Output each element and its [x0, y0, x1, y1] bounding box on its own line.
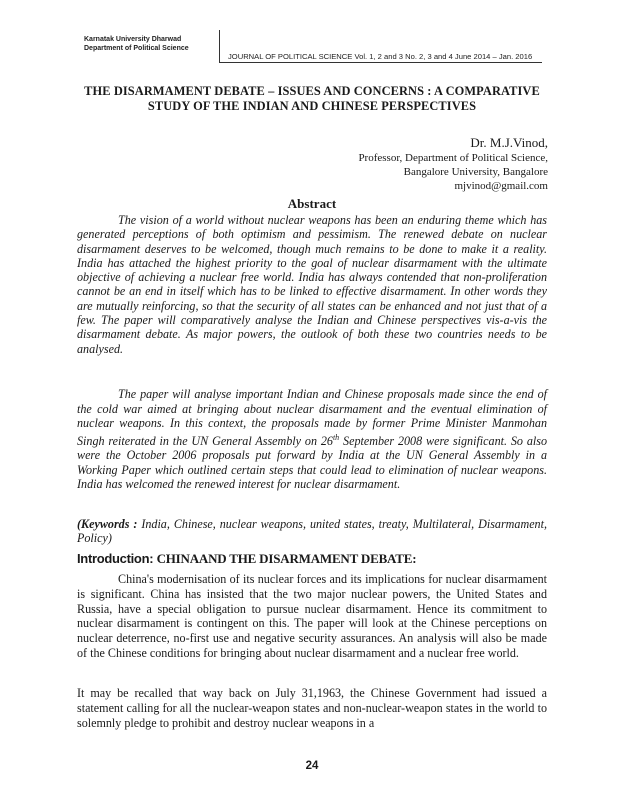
department-name: Department of Political Science — [84, 45, 189, 52]
keywords-label: (Keywords : — [77, 517, 142, 531]
ordinal-superscript: th — [332, 432, 340, 442]
header-divider-horizontal — [219, 62, 542, 63]
author-name: Dr. M.J.Vinod, — [470, 135, 548, 150]
author-affiliation-univ: Bangalore University, Bangalore — [403, 166, 548, 178]
intro-paragraph-1: China's modernisation of its nuclear forces and its implications for nuclear disarmament is significant. China has insisted that the two major nuclear powers, the United States and Russia, have a special obligation to pursue nuclear disarmament. Hence its commitment to nuclear disarmament is contingent on this. The paper will look at the Chinese perceptions on nuclear deterrence, no-first use and negative security assurances. An analysis will also be made of the Chinese conditions for bringing about nuclear disarmament and a nuclear free world. — [77, 572, 547, 660]
journal-citation: JOURNAL OF POLITICAL SCIENCE Vol. 1, 2 and 3 No. 2, 3 and 4 June 2014 – Jan. 2016 — [228, 52, 533, 61]
abstract-p2-text-a: The paper will analyse important Indian and Chinese proposals made since the end of the cold war aimed at bringing about nuclear disarmament and the eventual elimination of nuclear weapons. In this context, the proposals made by former Prime Minister Manmohan Singh reiterated in the UN General Assembly on 26 — [77, 387, 547, 448]
intro-heading-title: CHINAAND THE DISARMAMENT DEBATE: — [156, 551, 417, 566]
abstract-heading: Abstract — [287, 196, 337, 211]
abstract-paragraph-1: The vision of a world without nuclear weapons has been an enduring theme which has generated perceptions of both optimism and pessimism. The renewed debate on nuclear disarmament deserves to be welcomed, though much remains to be done to make it a reality. India has attached the highest priority to the goal of nuclear disarmament with the ultimate objective of achieving a nuclear free world. India has always contended that non-proliferation cannot be an end in itself which has to be linked to effective disarmament. In other words they are mutually reinforcing, so that the security of all states can be enhanced and not just that of a few. The paper will comparatively analyse the Indian and Chinese perspectives vis-a-vis the disarmament debate. As major powers, the outlook of both these two countries needs to be analysed. — [77, 213, 547, 356]
introduction-heading — [77, 551, 416, 567]
page-number: 24 — [305, 760, 319, 772]
abstract-paragraph-2 — [77, 387, 547, 492]
article-title: THE DISARMAMENT DEBATE – ISSUES AND CONCERNS : A COMPARATIVE STUDY OF THE INDIAN AND CHINESE PERSPECTIVES — [84, 84, 540, 113]
header-divider-vertical — [219, 30, 220, 62]
intro-paragraph-2: It may be recalled that way back on July 31,1963, the Chinese Government had issued a statement calling for all the nuclear-weapon states and non-nuclear-weapon states in the world to solemnly pledge to prohibit and destroy nuclear weapons in a — [77, 686, 547, 730]
keywords-list: India, Chinese, nuclear weapons, united states, treaty, Multilateral, Disarmament, Policy) — [77, 517, 547, 546]
keywords — [77, 517, 547, 546]
author-email[interactable]: mjvinod@gmail.com — [454, 180, 548, 192]
institution-name: Karnatak University Dharwad — [84, 36, 182, 43]
author-affiliation-dept: Professor, Department of Political Science, — [358, 152, 548, 164]
page-header — [0, 0, 624, 70]
abstract-p2-text-b: September 2008 were significant. So also were the October 2006 proposals put forward by India at the UN General Assembly in a Working Paper which outlined certain steps that could lead to elimination of nuclear weapons. India has welcomed the renewed interest for nuclear disarmament. — [77, 433, 547, 492]
institution-block — [84, 35, 189, 53]
intro-heading-prefix: Introduction: — [77, 551, 157, 566]
